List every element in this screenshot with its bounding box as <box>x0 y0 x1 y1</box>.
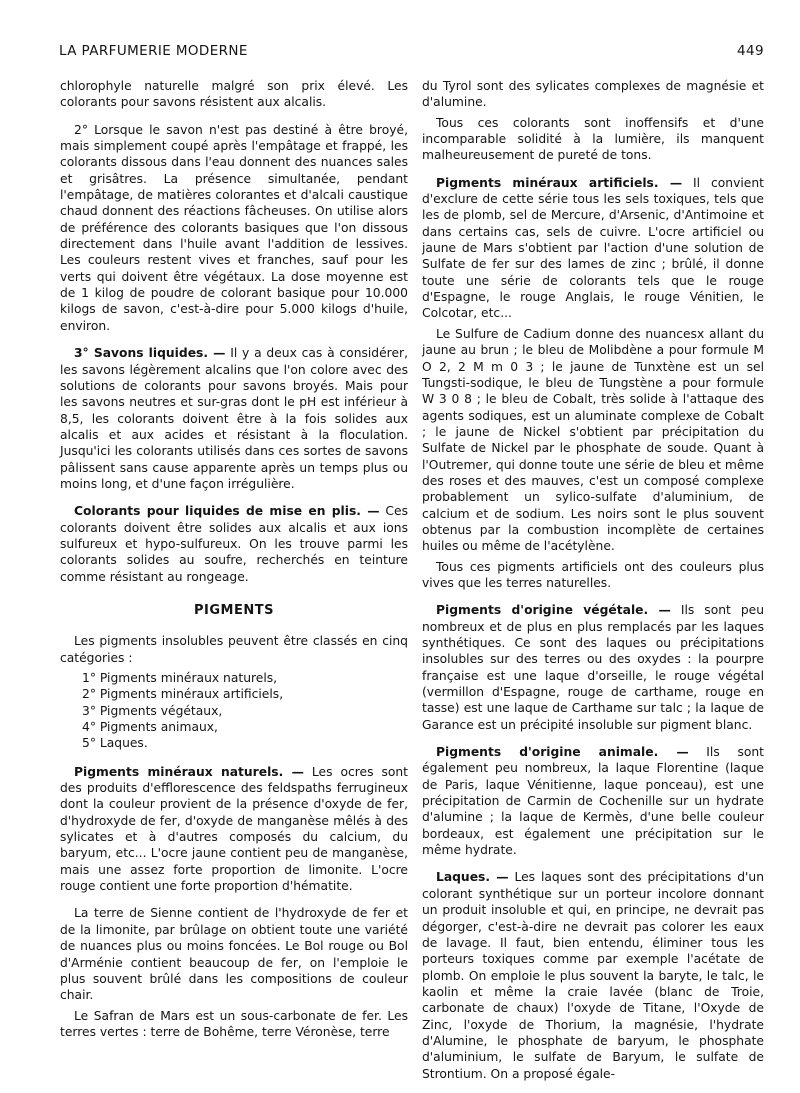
paragraph: La terre de Sienne contient de l'hydroxyde de fer et de la limonite, par brûlage on obtient toute une variété de nuances plus ou moins foncées. Le Bol rouge ou Bol d'Arménie contient beaucoup de fer, on l'emploie le plus souvent brûlé dans les compositions de couleur chair. <box>60 906 408 1003</box>
paragraph-text: Il y a deux cas à considérer, les savons légèrement alcalins que l'on colore avec des solutions de colorants pour savons broyés. Mais pour les savons neutres et sur-gras dont le pH est inférieur à 8,5, les colorants doivent être à la fois solides aux alcalis et aux acides et résistant à la floculation. Jusqu'ici les colorants utilisés dans ces sortes de savons pâlissent sans cause apparente après un temps plus ou moins long, et d'une façon irrégulière. <box>60 346 408 491</box>
paragraph <box>422 744 764 858</box>
paragraph-heading: 3° Savons liquides. — <box>74 346 226 361</box>
paragraph <box>60 345 408 492</box>
paragraph-heading: Pigments d'origine végétale. — <box>436 603 671 618</box>
paragraph: Le Safran de Mars est un sous-carbonate de fer. Les terres vertes : terre de Bohême, terre Véronèse, terre <box>60 1008 408 1039</box>
paragraph-heading: Colorants pour liquides de mise en plis. — <box>74 504 380 519</box>
list-item: 3° Pigments végétaux, <box>82 703 223 718</box>
list-item: 1° Pigments minéraux naturels, <box>82 671 278 685</box>
paragraph <box>60 503 408 585</box>
paragraph: chlorophyle naturelle malgré son prix élevé. Les colorants pour savons résistent aux alcalis. <box>60 79 408 110</box>
paragraph: du Tyrol sont des sylicates complexes de magnésie et d'alumine. <box>422 79 764 110</box>
page-header <box>59 43 764 59</box>
running-title: LA PARFUMERIE MODERNE <box>59 43 248 59</box>
list-item: 5° Laques. <box>82 736 148 751</box>
paragraph-heading: Pigments d'origine animale. — <box>436 745 689 760</box>
list-item: 4° Pigments animaux, <box>82 720 218 735</box>
paragraph-heading: Laques. — <box>436 870 509 885</box>
paragraph-text: Il convient d'exclure de cette série tous les sels toxiques, tels que les de plomb, sel de Mercure, d'Arsenic, d'Antimoine et dans certains cas, sels de cuivre. L'ocre artificiel ou jaune de Mars s'obtient par l'action d'une solution de Sulfate de fer sur des lames de zinc ; brûlé, il donne toute une série de colorants tels que le rouge d'Espagne, le rouge Anglais, le rouge Vénitien, le Colcotar, etc... <box>422 175 764 321</box>
paragraph-text: Ces colorants doivent être solides aux alcalis et aux ions sulfureux et hypo-sulfureux. On les trouve parmi les colorants solides au soufre, recherchés en teinture comme résistant au rongeage. <box>60 504 408 584</box>
right-column <box>422 78 764 1093</box>
paragraph-text: Ils sont peu nombreux et de plus en plus remplacés par les laques synthétiques. Ce sont des laques ou précipitations insolubles sur des terres ou des oxydes : la pourpre française est une laque d'orseille, le rouge végétal (vermillon d'Espagne, rouge de carthame, rouge en tasse) est une laque de Carthame sur talc ; la laque de Garance est un précipité insoluble sur pigment blanc. <box>422 603 764 732</box>
paragraph: Tous ces pigments artificiels ont des couleurs plus vives que les terres naturelles. <box>422 559 764 590</box>
category-list <box>60 670 408 752</box>
list-item: 2° Pigments minéraux artificiels, <box>82 687 284 702</box>
paragraph-text: Ils sont également peu nombreux, la laque Florentine (laque de Paris, laque Vénitienne, laque ponceau), est une précipitation de Carmin de Cochenille sur un hydrate d'alumine ; la laque de Kermès, d'une belle couleur bordeaux, est également une précipitation sur le même hydrate. <box>422 745 764 858</box>
paragraph: Tous ces colorants sont inoffensifs et d'une incomparable solidité à la lumière, ils manquent malheureusement de pureté de tons. <box>422 115 764 163</box>
section-title: PIGMENTS <box>194 602 274 618</box>
paragraph-heading: Pigments minéraux artificiels. — <box>436 175 683 190</box>
paragraph-text: Les ocres sont des produits d'efflorescence des feldspaths ferrugineux dont la couleur provient de la présence d'oxyde de fer, d'hydroxyde de fer, d'oxyde de manganèse mêlés à des sylicates et à d'autres composés du calcium, du baryum, etc... L'ocre jaune contient peu de manganèse, mais une assez forte proportion de limonite. L'ocre rouge contient une forte proportion d'hématite. <box>60 764 408 894</box>
paragraph <box>60 764 408 895</box>
paragraph-heading: Pigments minéraux naturels. — <box>74 764 304 779</box>
paragraph: 2° Lorsque le savon n'est pas destiné à être broyé, mais simplement coupé après l'empâtage et frappé, les colorants dissous dans l'eau donnent des nuances sales et grisâtres. La présence simultanée, pendant l'empâtage, de matières colorantes et d'alcali caustique chaud donnent des réactions fâcheuses. On utilise alors de préférence des colorants basiques que l'on dissous directement dans l'huile avant l'addition de lessives. Les couleurs restent vives et franches, sauf pour les verts qui doivent être végétaux. La dose moyenne est de 1 kilog de poudre de colorant basique pour 10.000 kilogs de savon, c'est-à-dire pour 5.000 kilogs d'huile, environ. <box>60 122 408 333</box>
paragraph: Le Sulfure de Cadium donne des nuancesx allant du jaune au brun ; le bleu de Molibdène a pour formule M O 2, 2 M m 0 3 ; le jaune de Tunxtène est un sel Tungsti-sodique, le bleu de Tungstène a pour formule W 3 0 8 ; le bleu de Cobalt, très solide à l'attaque des agents sodiques, est un aluminate complexe de Cobalt ; le jaune de Nickel s'obtient par précipitation du Sulfate de Nickel par le phosphate de soude. Quant à l'Outremer, qui donne toute une série de bleu et même des roses et des mauves, c'est un composé complexe probablement un sylico-sulfate d'aluminium, de calcium et de sodium. Les noirs sont le plus souvent obtenus par la combustion incomplète de certaines huiles ou même de l'acétylène. <box>422 326 764 554</box>
left-column <box>60 78 408 1051</box>
paragraph <box>422 175 764 322</box>
paragraph <box>422 869 764 1081</box>
paragraph: Les pigments insolubles peuvent être classés en cinq catégories : <box>60 634 408 665</box>
paragraph-text: Les laques sont des précipitations d'un colorant synthétique sur un porteur incolore donnant un produit insoluble et qui, en principe, ne devrait pas dégorger, c'est-à-dire ne devrait pas colorer les eaux de lavage. Il faut, bien entendu, éliminer tous les porteurs toxiques comme par exemple l'acétate de plomb. On emploie le plus souvent la baryte, le talc, le kaolin et même la craie lavée (blanc de Troie, carbonate de chaux) l'oxyde de Titane, l'Oxyde de Zinc, l'oxyde de Thorium, la magnésie, l'hydrate d'Alumine, le phosphate de baryum, le phosphate d'aluminium, le sulfate de Baryum, le sulfate de Strontium. On a proposé égale- <box>422 870 764 1081</box>
page-number: 449 <box>737 43 764 59</box>
paragraph <box>422 602 764 733</box>
